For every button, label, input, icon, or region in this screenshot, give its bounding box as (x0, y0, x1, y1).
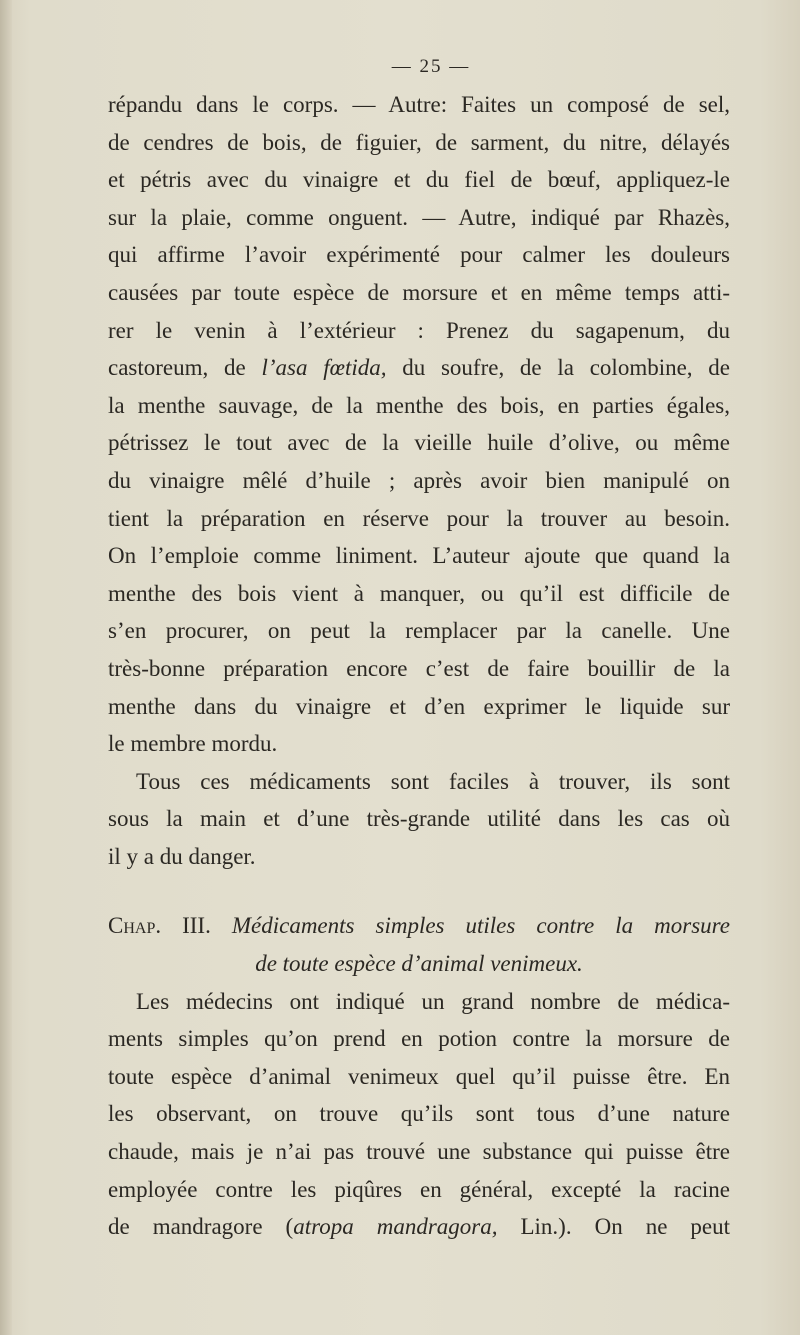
text-line: sur la plaie, comme onguent. — Autre, indiqué par Rhazès, (108, 204, 730, 230)
text-line: les observant, on trouve qu’ils sont tous d’une nature (108, 1101, 730, 1127)
text-span: castoreum, de (108, 355, 262, 381)
chapter-heading (108, 907, 730, 982)
section-gap (108, 875, 730, 907)
text-line: menthe dans du vinaigre et d’en exprimer le liquide sur (108, 693, 730, 719)
text-line: On l’emploie comme liniment. L’auteur ajoute que quand la (108, 543, 730, 569)
text-block (108, 52, 730, 1246)
text-line: sous la main et d’une très-grande utilité dans les cas où (108, 806, 730, 832)
text-line: Tous ces médicaments sont faciles à trouver, ils sont (136, 768, 730, 794)
text-line: et pétris avec du vinaigre et du fiel de bœuf, appliquez-le (108, 167, 730, 193)
text-line: employée contre les piqûres en général, excepté la racine (108, 1176, 730, 1202)
text-span: de mandragore ( (108, 1214, 294, 1240)
text-line: s’en procurer, on peut la remplacer par la canelle. Une (108, 618, 730, 644)
text-line: pétrissez le tout avec de la vieille huile d’olive, ou même (108, 430, 730, 456)
chapter-label: Chap. III. (108, 913, 211, 939)
italic-term: l’asa fœtida, (261, 355, 387, 381)
paragraph-2 (108, 763, 730, 876)
text-line (108, 349, 730, 387)
text-line: chaude, mais je n’ai pas trouvé une substance qui puisse être (108, 1139, 730, 1165)
text-line: ments simples qu’on prend en potion contre la morsure de (108, 1026, 730, 1052)
chapter-title-continued: de toute espèce d’animal venimeux. (255, 951, 583, 977)
text-span: du soufre, de la colombine, de (386, 355, 731, 381)
text-line: toute espèce d’animal venimeux quel qu’il puisse être. En (108, 1063, 730, 1089)
page-number: — 25 — (391, 56, 471, 77)
page-edge-shadow (0, 0, 12, 1335)
text-line: du vinaigre mêlé d’huile ; après avoir bien manipulé on (108, 467, 730, 493)
text-line: Les médecins ont indiqué un grand nombre de médica- (136, 988, 730, 1014)
text-line: il y a du danger. (108, 843, 256, 869)
text-line: le membre mordu. (108, 731, 278, 757)
chapter-heading-line (108, 907, 730, 945)
text-line: tient la préparation en réserve pour la trouver au besoin. (108, 505, 730, 531)
text-line: rer le venin à l’extérieur : Prenez du sagapenum, du (108, 317, 730, 343)
text-line: la menthe sauvage, de la menthe des bois, en parties égales, (108, 392, 730, 418)
italic-term: atropa mandragora, (293, 1214, 498, 1240)
text-line: répandu dans le corps. — Autre: Faites un composé de sel, (108, 92, 730, 117)
text-line: menthe des bois vient à manquer, ou qu’il est difficile de (108, 580, 730, 606)
chapter-title: Médicaments simples utiles contre la morsure (231, 913, 730, 939)
text-span: Lin.). On ne peut (497, 1214, 731, 1240)
text-line: causées par toute espèce de morsure et en même temps atti- (108, 279, 730, 305)
paragraph-3 (108, 983, 730, 1246)
text-line: qui affirme l’avoir expérimenté pour calmer les douleurs (108, 242, 730, 268)
text-line: de cendres de bois, de figuier, de sarment, du nitre, délayés (108, 129, 730, 155)
text-line: très-bonne préparation encore c’est de faire bouillir de la (108, 655, 730, 681)
paragraph-1 (108, 86, 730, 763)
text-line (108, 1208, 730, 1246)
